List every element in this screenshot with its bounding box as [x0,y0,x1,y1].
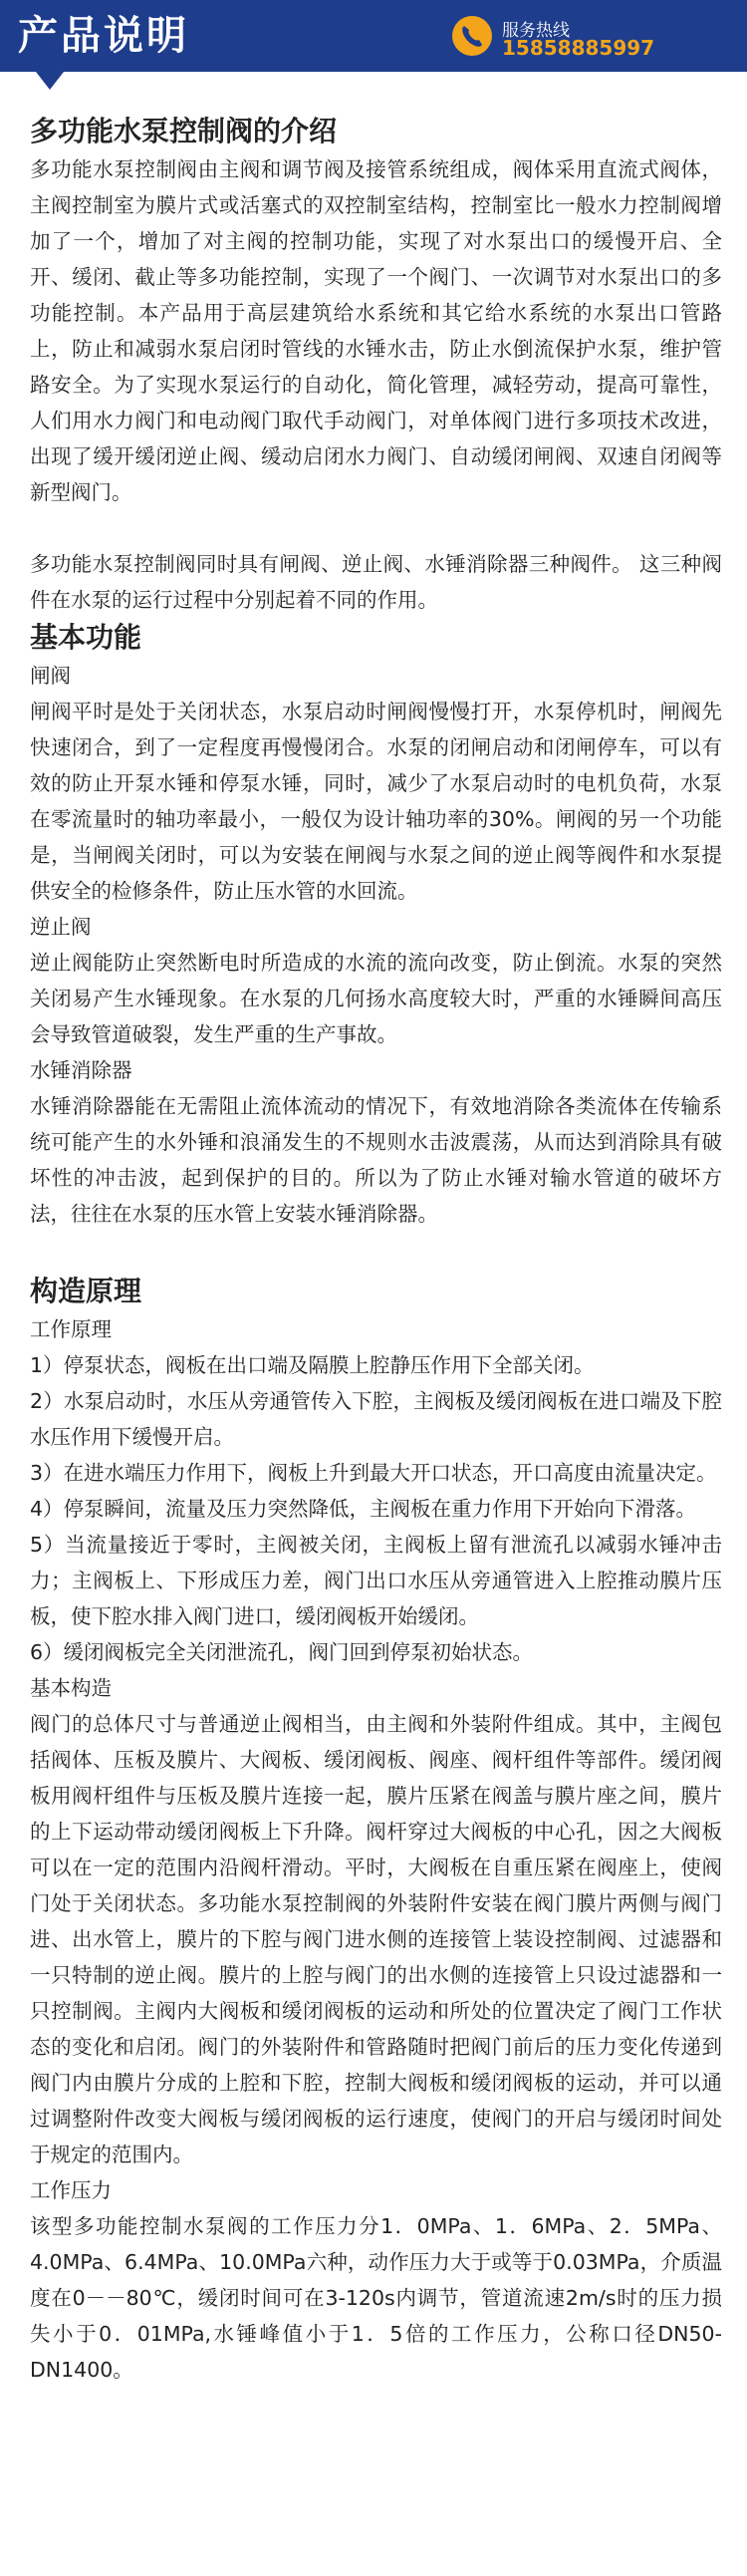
principle-heading: 构造原理 [30,1275,142,1307]
working-pressure-subheading: 工作压力 [30,2178,112,2202]
page-title: 产品说明 [18,13,189,59]
step-2: 2）水泵启动时，水压从旁通管传入下腔，主阀板及缓闭阀板在进口端及下腔水压作用下缓慢开启。 [30,1389,722,1449]
intro-heading: 多功能水泵控制阀的介绍 [30,115,338,147]
working-principle-subheading: 工作原理 [30,1317,112,1341]
basic-structure-text: 阀门的总体尺寸与普通逆止阀相当，由主阀和外装附件组成。其中，主阀包括阀体、压板及膜片、大阀板、缓闭阀板、阀座、阀杆组件等部件。缓闭阀板用阀杆组件与压板及膜片连接一起，膜片压紧在阀盖与膜片座之间，膜片的上下运动带动缓闭阀板上下升降。阀杆穿过大阀板的中心孔，因之大阀板可以在一定的范围内沿阀杆滑动。平时，大阀板在自重压紧在阀座上，使阀门处于关闭状态。多功能水泵控制阀的外装附件安装在阀门膜片两侧与阀门进、出水管上，膜片的下腔与阀门进水侧的连接管上装设控制阀、过滤器和一只特制的逆止阀。膜片的上腔与阀门的出水侧的连接管上只设过滤器和一只控制阀。主阀内大阀板和缓闭阀板的运动和所处的位置决定了阀门工作状态的变化和启闭。阀门的外装附件和管路随时把阀门前后的压力变化传递到阀门内由膜片分成的上腔和下腔，控制大阀板和缓闭阀板的运动，并可以通过调整附件改变大阀板与缓闭阀板的运行速度，使阀门的开启与缓闭时间处于规定的范围内。 [30,1712,722,2166]
water-hammer-subheading: 水锤消除器 [30,1058,132,1082]
check-valve-text: 逆止阀能防止突然断电时所造成的水流的流向改变，防止倒流。水泵的突然关闭易产生水锤现象。在水泵的几何扬水高度较大时，严重的水锤瞬间高压会导致管道破裂，发生严重的生产事故。 [30,951,722,1046]
working-pressure-text: 该型多功能控制水泵阀的工作压力分1．0MPa、1．6MPa、2．5MPa、4.0MPa、6.4MPa、10.0MPa六种，动作压力大于或等于0.03MPa，介质温度在0－－80℃，缓闭时间可在3-120s内调节，管道流速2m/s时的压力损失小于0．01MPa,水锤峰值小于1．5倍的工作压力，公称口径DN50-DN1400。 [30,2214,722,2382]
header-banner [0,0,747,72]
spacer [30,1232,722,1272]
gate-valve-subheading: 闸阀 [30,664,71,688]
intro-paragraph-1: 多功能水泵控制阀由主阀和调节阀及接管系统组成，阀体采用直流式阀体，主阀控制室为膜片式或活塞式的双控制室结构，控制室比一般水力控制阀增加了一个，增加了对主阀的控制功能，实现了对水泵出口的缓慢开启、全开、缓闭、截止等多功能控制，实现了一个阀门、一次调节对水泵出口的多功能控制。本产品用于高层建筑给水系统和其它给水系统的水泵出口管路上，防止和减弱水泵启闭时管线的水锤水击，防止水倒流保护水泵，维护管路安全。为了实现水泵运行的自动化，简化管理，减轻劳动，提高可靠性，人们用水力阀门和电动阀门取代手动阀门，对单体阀门进行多项技术改进，出现了缓开缓闭逆止阀、缓动启闭水力阀门、自动缓闭闸阀、双速自闭阀等新型阀门。 [30,157,722,504]
functions-heading: 基本功能 [30,621,142,654]
step-6: 6）缓闭阀板完全关闭泄流孔，阀门回到停泵初始状态。 [30,1640,534,1664]
spacer [30,510,722,546]
hotline-number[interactable]: 15858885997 [502,36,655,60]
water-hammer-text: 水锤消除器能在无需阻止流体流动的情况下，有效地消除各类流体在传输系统可能产生的水外锤和浪涌发生的不规则水击波震荡，从而达到消除具有破坏性的冲击波，起到保护的目的。所以为了防止水锤对输水管道的破坏方法，往往在水泵的压水管上安装水锤消除器。 [30,1094,722,1226]
intro-paragraph-2: 多功能水泵控制阀同时具有闸阀、逆止阀、水锤消除器三种阀件。 这三种阀件在水泵的运行过程中分别起着不同的作用。 [30,552,722,612]
basic-structure-subheading: 基本构造 [30,1676,112,1700]
step-4: 4）停泵瞬间，流量及压力突然降低，主阀板在重力作用下开始向下滑落。 [30,1497,697,1521]
service-hotline[interactable] [450,12,739,60]
step-3: 3）在进水端压力作用下，阀板上升到最大开口状态，开口高度由流量决定。 [30,1461,717,1485]
gate-valve-text: 闸阀平时是处于关闭状态，水泵启动时闸阀慢慢打开，水泵停机时，闸阀先快速闭合，到了一定程度再慢慢闭合。水泵的闭闸启动和闭闸停车，可以有效的防止开泵水锤和停泵水锤，同时，减少了水泵启动时的电机负荷，水泵在零流量时的轴功率最小，一般仅为设计轴功率的30%。闸阀的另一个功能是，当闸阀关闭时，可以为安装在闸阀与水泵之间的逆止阀等阀件和水泵提供安全的检修条件，防止压水管的水回流。 [30,700,722,903]
phone-icon [450,14,494,58]
hotline-label: 服务热线 [502,21,570,41]
banner-notch [36,72,64,90]
step-5: 5）当流量接近于零时，主阀被关闭，主阀板上留有泄流孔以减弱水锤冲击力；主阀板上、下形成压力差，阀门出口水压从旁通管进入上腔推动膜片压板，使下腔水排入阀门进口，缓闭阀板开始缓闭。 [30,1533,722,1628]
content [30,112,722,2388]
check-valve-subheading: 逆止阀 [30,915,92,939]
step-1: 1）停泵状态，阀板在出口端及隔膜上腔静压作用下全部关闭。 [30,1353,595,1377]
